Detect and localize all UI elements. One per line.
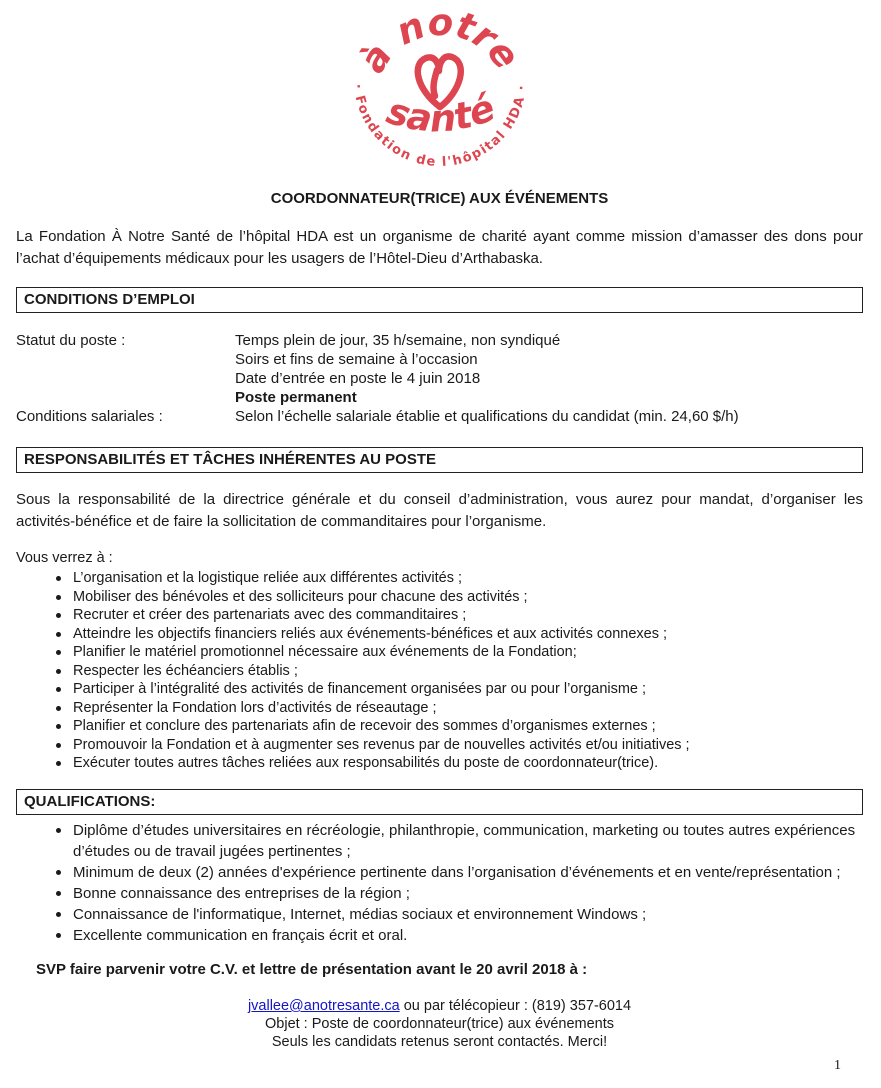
svg-text:santé [381, 86, 500, 141]
intro-paragraph: La Fondation À Notre Santé de l’hôpital HDA est un organisme de charité ayant comme mission d’amasser des dons pour l’achat d’équipements médicaux pour les usagers de l’Hôtel-Dieu d’Arthabaska. [16, 228, 863, 267]
document-page [0, 8, 881, 1088]
responsabilites-intro: Sous la responsabilité de la directrice générale et du conseil d’administration, vous aurez pour mandat, d’organiser les activités-bénéfice et de faire la sollicitation de commanditaires pour l’organisme. [16, 491, 863, 530]
logo-svg [320, 8, 560, 170]
list-intro: Vous verrez à : [16, 550, 113, 566]
logo-script-top: à notre [350, 8, 528, 81]
condition-row-statut [16, 331, 863, 407]
statut-line: Date d’entrée en poste le 4 juin 2018 [235, 370, 481, 387]
list-item: Planifier le matériel promotionnel nécessaire aux événements de la Fondation; [16, 643, 863, 661]
contact-line [16, 997, 863, 1015]
statut-line: Soirs et fins de semaine à l’occasion [235, 351, 478, 368]
list-item: Participer à l’intégralité des activités de financement organisées par ou pour l’organisme ; [16, 680, 863, 698]
fax-text: ou par télécopieur : (819) 357-6014 [399, 998, 632, 1014]
list-item: Planifier et conclure des partenariats afin de recevoir des sommes d’organismes externes ; [16, 717, 863, 735]
list-item: Représenter la Fondation lors d’activités de réseautage ; [16, 699, 863, 717]
note-line: Seuls les candidats retenus seront contactés. Merci! [271, 1034, 608, 1050]
list-item: L’organisation et la logistique reliée aux différentes activités ; [16, 569, 863, 587]
footer-contact [16, 997, 863, 1051]
list-item: Respecter les échéanciers établis ; [16, 662, 863, 680]
qualifications-list [16, 820, 863, 946]
page-title: COORDONNATEUR(TRICE) AUX ÉVÉNEMENTS [270, 190, 609, 207]
statut-values [235, 331, 863, 407]
logo-ring-text: · Fondation de l'hôpital HDA · [349, 83, 530, 170]
email-link[interactable]: jvallee@anotresante.ca [247, 998, 400, 1014]
statut-line-permanent: Poste permanent [235, 389, 357, 406]
conditions-table [16, 331, 863, 426]
objet-line: Objet : Poste de coordonnateur(trice) aux événements [265, 1016, 614, 1032]
list-item: Bonne connaissance des entreprises de la région ; [16, 883, 863, 904]
salaire-value: Selon l’échelle salariale établie et qualifications du candidat (min. 24,60 $/h) [235, 408, 739, 425]
list-item: Mobiliser des bénévoles et des solliciteurs pour chacune des activités ; [16, 588, 863, 606]
list-item: Excellente communication en français écrit et oral. [16, 925, 863, 946]
foundation-logo [320, 8, 560, 175]
section-header-conditions: CONDITIONS D’EMPLOI [16, 287, 863, 313]
statut-line: Temps plein de jour, 35 h/semaine, non syndiqué [235, 332, 561, 349]
section-header-qualifications: QUALIFICATIONS: [16, 789, 863, 815]
condition-row-salaire [16, 407, 863, 426]
list-item: Connaissance de l'informatique, Internet, médias sociaux et environnement Windows ; [16, 904, 863, 925]
cv-instruction: SVP faire parvenir votre C.V. et lettre de présentation avant le 20 avril 2018 à : [36, 961, 588, 978]
salaire-label: Conditions salariales : [16, 408, 163, 425]
list-item: Atteindre les objectifs financiers reliés aux événements-bénéfices et aux activités connexes ; [16, 625, 863, 643]
responsabilites-list [16, 569, 863, 772]
section-header-responsabilites: RESPONSABILITÉS ET TÂCHES INHÉRENTES AU POSTE [16, 447, 863, 473]
statut-label: Statut du poste : [16, 332, 126, 349]
list-item: Diplôme d’études universitaires en récréologie, philanthropie, communication, marketing ou toutes autres expériences d’études ou de travail jugées pertinentes ; [16, 820, 863, 862]
list-item: Exécuter toutes autres tâches reliées aux responsabilités du poste de coordonnateur(trice). [16, 754, 863, 772]
page-number: 1 [834, 1058, 841, 1073]
logo-script-bottom: santé [381, 85, 501, 141]
list-item: Minimum de deux (2) années d'expérience pertinente dans l’organisation d’événements et en vente/représentation ; [16, 862, 863, 883]
list-item: Promouvoir la Fondation et à augmenter ses revenus par de nouvelles activités et/ou initiatives ; [16, 736, 863, 754]
list-item: Recruter et créer des partenariats avec des commanditaires ; [16, 606, 863, 624]
